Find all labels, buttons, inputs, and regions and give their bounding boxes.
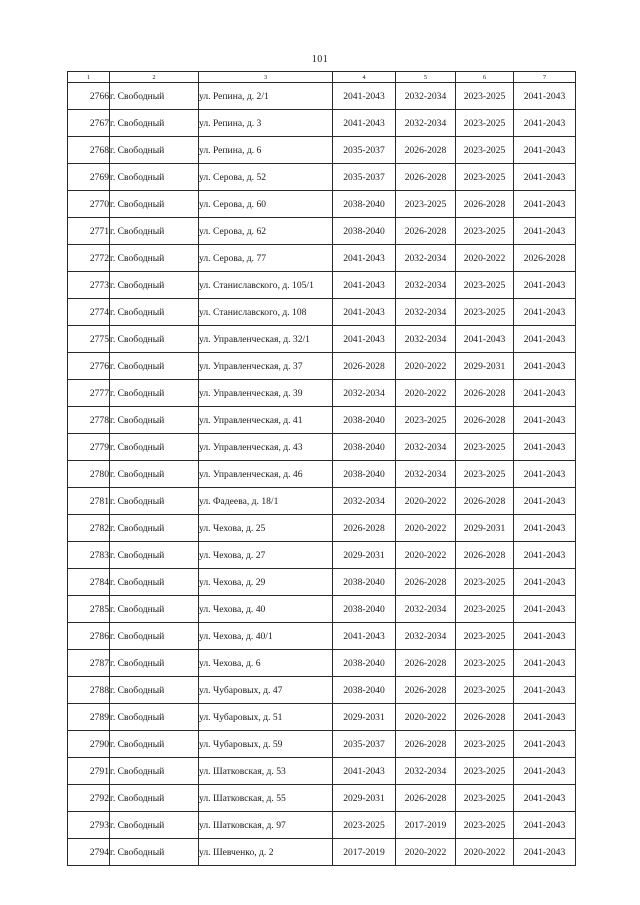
settlement-cell: г. Свободный (110, 812, 199, 839)
period-col6-cell: 2023-2025 (456, 434, 514, 461)
period-col4-cell: 2032-2034 (333, 380, 396, 407)
settlement-cell: г. Свободный (110, 218, 199, 245)
settlement-cell: г. Свободный (110, 434, 199, 461)
settlement-cell: г. Свободный (110, 515, 199, 542)
row-number-cell: 2781 (68, 488, 110, 515)
settlement-cell: г. Свободный (110, 110, 199, 137)
settlement-cell: г. Свободный (110, 704, 199, 731)
table-row (68, 299, 576, 326)
period-col6-cell: 2023-2025 (456, 137, 514, 164)
table-row (68, 731, 576, 758)
address-cell: ул. Серова, д. 52 (199, 164, 333, 191)
period-col5-cell: 2020-2022 (396, 380, 456, 407)
row-number-cell: 2791 (68, 758, 110, 785)
row-number-cell: 2778 (68, 407, 110, 434)
period-col6-cell: 2026-2028 (456, 191, 514, 218)
period-col5-cell: 2026-2028 (396, 677, 456, 704)
address-cell: ул. Серова, д. 62 (199, 218, 333, 245)
row-number-cell: 2784 (68, 569, 110, 596)
row-number-cell: 2776 (68, 353, 110, 380)
settlement-cell: г. Свободный (110, 380, 199, 407)
table-row (68, 272, 576, 299)
table-row (68, 839, 576, 866)
period-col6-cell: 2023-2025 (456, 596, 514, 623)
address-cell: ул. Шатковская, д. 97 (199, 812, 333, 839)
period-col4-cell: 2026-2028 (333, 353, 396, 380)
row-number-cell: 2783 (68, 542, 110, 569)
settlement-cell: г. Свободный (110, 839, 199, 866)
row-number-cell: 2779 (68, 434, 110, 461)
settlement-cell: г. Свободный (110, 353, 199, 380)
period-col6-cell: 2023-2025 (456, 785, 514, 812)
column-number: 7 (514, 72, 576, 83)
period-col4-cell: 2041-2043 (333, 326, 396, 353)
address-cell: ул. Чубаровых, д. 47 (199, 677, 333, 704)
housing-register-table (67, 71, 576, 866)
settlement-cell: г. Свободный (110, 191, 199, 218)
address-cell: ул. Управленческая, д. 39 (199, 380, 333, 407)
table-row (68, 569, 576, 596)
address-cell: ул. Чубаровых, д. 59 (199, 731, 333, 758)
period-col7-cell: 2041-2043 (514, 164, 576, 191)
period-col6-cell: 2026-2028 (456, 407, 514, 434)
period-col7-cell: 2041-2043 (514, 731, 576, 758)
row-number-cell: 2771 (68, 218, 110, 245)
period-col7-cell: 2041-2043 (514, 542, 576, 569)
settlement-cell: г. Свободный (110, 299, 199, 326)
row-number-cell: 2789 (68, 704, 110, 731)
settlement-cell: г. Свободный (110, 623, 199, 650)
row-number-cell: 2788 (68, 677, 110, 704)
period-col7-cell: 2041-2043 (514, 380, 576, 407)
table-row (68, 677, 576, 704)
period-col5-cell: 2032-2034 (396, 623, 456, 650)
table-row (68, 812, 576, 839)
table-row (68, 110, 576, 137)
period-col5-cell: 2032-2034 (396, 110, 456, 137)
period-col6-cell: 2026-2028 (456, 488, 514, 515)
period-col4-cell: 2035-2037 (333, 137, 396, 164)
column-number: 5 (396, 72, 456, 83)
period-col7-cell: 2041-2043 (514, 83, 576, 110)
period-col6-cell: 2023-2025 (456, 731, 514, 758)
row-number-cell: 2775 (68, 326, 110, 353)
period-col4-cell: 2035-2037 (333, 164, 396, 191)
row-number-cell: 2793 (68, 812, 110, 839)
period-col5-cell: 2026-2028 (396, 137, 456, 164)
period-col5-cell: 2032-2034 (396, 461, 456, 488)
period-col5-cell: 2026-2028 (396, 218, 456, 245)
row-number-cell: 2773 (68, 272, 110, 299)
period-col7-cell: 2041-2043 (514, 677, 576, 704)
settlement-cell: г. Свободный (110, 758, 199, 785)
address-cell: ул. Чехова, д. 6 (199, 650, 333, 677)
address-cell: ул. Станиславского, д. 105/1 (199, 272, 333, 299)
column-number: 4 (333, 72, 396, 83)
period-col5-cell: 2032-2034 (396, 758, 456, 785)
period-col4-cell: 2041-2043 (333, 245, 396, 272)
table-row (68, 623, 576, 650)
table-row (68, 758, 576, 785)
column-number: 3 (199, 72, 333, 83)
period-col4-cell: 2041-2043 (333, 110, 396, 137)
period-col7-cell: 2041-2043 (514, 488, 576, 515)
settlement-cell: г. Свободный (110, 407, 199, 434)
period-col7-cell: 2041-2043 (514, 704, 576, 731)
row-number-cell: 2780 (68, 461, 110, 488)
row-number-cell: 2792 (68, 785, 110, 812)
table-row (68, 461, 576, 488)
settlement-cell: г. Свободный (110, 137, 199, 164)
address-cell: ул. Репина, д. 6 (199, 137, 333, 164)
table-row (68, 650, 576, 677)
table-row (68, 326, 576, 353)
address-cell: ул. Чехова, д. 40 (199, 596, 333, 623)
period-col4-cell: 2038-2040 (333, 650, 396, 677)
column-number: 1 (68, 72, 110, 83)
address-cell: ул. Шатковская, д. 53 (199, 758, 333, 785)
row-number-cell: 2794 (68, 839, 110, 866)
address-cell: ул. Серова, д. 60 (199, 191, 333, 218)
address-cell: ул. Управленческая, д. 43 (199, 434, 333, 461)
settlement-cell: г. Свободный (110, 677, 199, 704)
table-row (68, 191, 576, 218)
period-col7-cell: 2041-2043 (514, 515, 576, 542)
period-col5-cell: 2023-2025 (396, 407, 456, 434)
period-col5-cell: 2032-2034 (396, 326, 456, 353)
address-cell: ул. Управленческая, д. 32/1 (199, 326, 333, 353)
period-col6-cell: 2023-2025 (456, 758, 514, 785)
period-col6-cell: 2023-2025 (456, 110, 514, 137)
row-number-cell: 2769 (68, 164, 110, 191)
period-col6-cell: 2023-2025 (456, 623, 514, 650)
period-col5-cell: 2026-2028 (396, 650, 456, 677)
row-number-cell: 2786 (68, 623, 110, 650)
settlement-cell: г. Свободный (110, 164, 199, 191)
period-col5-cell: 2032-2034 (396, 83, 456, 110)
period-col4-cell: 2026-2028 (333, 515, 396, 542)
address-cell: ул. Управленческая, д. 46 (199, 461, 333, 488)
row-number-cell: 2782 (68, 515, 110, 542)
settlement-cell: г. Свободный (110, 596, 199, 623)
period-col4-cell: 2041-2043 (333, 299, 396, 326)
period-col7-cell: 2041-2043 (514, 596, 576, 623)
period-col4-cell: 2038-2040 (333, 218, 396, 245)
period-col4-cell: 2032-2034 (333, 488, 396, 515)
period-col5-cell: 2032-2034 (396, 272, 456, 299)
period-col6-cell: 2023-2025 (456, 299, 514, 326)
table-row (68, 542, 576, 569)
table-row (68, 434, 576, 461)
address-cell: ул. Чехова, д. 27 (199, 542, 333, 569)
period-col7-cell: 2041-2043 (514, 191, 576, 218)
settlement-cell: г. Свободный (110, 650, 199, 677)
address-cell: ул. Фадеева, д. 18/1 (199, 488, 333, 515)
settlement-cell: г. Свободный (110, 731, 199, 758)
period-col5-cell: 2020-2022 (396, 839, 456, 866)
period-col6-cell: 2023-2025 (456, 83, 514, 110)
table-row (68, 785, 576, 812)
period-col7-cell: 2026-2028 (514, 245, 576, 272)
row-number-cell: 2770 (68, 191, 110, 218)
period-col4-cell: 2041-2043 (333, 272, 396, 299)
period-col6-cell: 2041-2043 (456, 326, 514, 353)
period-col6-cell: 2023-2025 (456, 677, 514, 704)
period-col5-cell: 2032-2034 (396, 596, 456, 623)
row-number-cell: 2785 (68, 596, 110, 623)
period-col6-cell: 2023-2025 (456, 218, 514, 245)
period-col4-cell: 2038-2040 (333, 191, 396, 218)
table-row (68, 218, 576, 245)
period-col6-cell: 2029-2031 (456, 515, 514, 542)
row-number-cell: 2790 (68, 731, 110, 758)
period-col5-cell: 2017-2019 (396, 812, 456, 839)
period-col6-cell: 2023-2025 (456, 164, 514, 191)
table-row (68, 515, 576, 542)
period-col5-cell: 2020-2022 (396, 704, 456, 731)
row-number-cell: 2787 (68, 650, 110, 677)
address-cell: ул. Чубаровых, д. 51 (199, 704, 333, 731)
period-col6-cell: 2023-2025 (456, 569, 514, 596)
period-col4-cell: 2041-2043 (333, 758, 396, 785)
table-row (68, 83, 576, 110)
period-col5-cell: 2026-2028 (396, 785, 456, 812)
period-col7-cell: 2041-2043 (514, 218, 576, 245)
period-col7-cell: 2041-2043 (514, 839, 576, 866)
address-cell: ул. Шатковская, д. 55 (199, 785, 333, 812)
column-number: 2 (110, 72, 199, 83)
settlement-cell: г. Свободный (110, 488, 199, 515)
address-cell: ул. Репина, д. 2/1 (199, 83, 333, 110)
period-col5-cell: 2023-2025 (396, 191, 456, 218)
period-col7-cell: 2041-2043 (514, 407, 576, 434)
column-number: 6 (456, 72, 514, 83)
period-col4-cell: 2038-2040 (333, 596, 396, 623)
period-col5-cell: 2032-2034 (396, 245, 456, 272)
period-col4-cell: 2029-2031 (333, 704, 396, 731)
address-cell: ул. Репина, д. 3 (199, 110, 333, 137)
table-row (68, 245, 576, 272)
period-col7-cell: 2041-2043 (514, 623, 576, 650)
table-row (68, 407, 576, 434)
period-col7-cell: 2041-2043 (514, 137, 576, 164)
period-col6-cell: 2026-2028 (456, 542, 514, 569)
settlement-cell: г. Свободный (110, 245, 199, 272)
address-cell: ул. Серова, д. 77 (199, 245, 333, 272)
settlement-cell: г. Свободный (110, 785, 199, 812)
settlement-cell: г. Свободный (110, 569, 199, 596)
period-col7-cell: 2041-2043 (514, 785, 576, 812)
period-col5-cell: 2020-2022 (396, 542, 456, 569)
period-col4-cell: 2038-2040 (333, 434, 396, 461)
period-col6-cell: 2023-2025 (456, 812, 514, 839)
table-row (68, 704, 576, 731)
period-col7-cell: 2041-2043 (514, 758, 576, 785)
settlement-cell: г. Свободный (110, 272, 199, 299)
period-col7-cell: 2041-2043 (514, 299, 576, 326)
address-cell: ул. Управленческая, д. 41 (199, 407, 333, 434)
address-cell: ул. Чехова, д. 29 (199, 569, 333, 596)
period-col7-cell: 2041-2043 (514, 353, 576, 380)
period-col5-cell: 2032-2034 (396, 434, 456, 461)
settlement-cell: г. Свободный (110, 83, 199, 110)
period-col4-cell: 2038-2040 (333, 677, 396, 704)
period-col6-cell: 2023-2025 (456, 272, 514, 299)
table-row (68, 137, 576, 164)
period-col7-cell: 2041-2043 (514, 434, 576, 461)
settlement-cell: г. Свободный (110, 461, 199, 488)
table-row (68, 488, 576, 515)
period-col7-cell: 2041-2043 (514, 461, 576, 488)
period-col6-cell: 2026-2028 (456, 704, 514, 731)
period-col6-cell: 2023-2025 (456, 461, 514, 488)
row-number-cell: 2774 (68, 299, 110, 326)
period-col4-cell: 2023-2025 (333, 812, 396, 839)
period-col4-cell: 2041-2043 (333, 623, 396, 650)
address-cell: ул. Управленческая, д. 37 (199, 353, 333, 380)
table-row (68, 596, 576, 623)
address-cell: ул. Чехова, д. 40/1 (199, 623, 333, 650)
period-col5-cell: 2026-2028 (396, 569, 456, 596)
period-col7-cell: 2041-2043 (514, 272, 576, 299)
period-col6-cell: 2023-2025 (456, 650, 514, 677)
period-col4-cell: 2029-2031 (333, 542, 396, 569)
period-col7-cell: 2041-2043 (514, 569, 576, 596)
period-col4-cell: 2038-2040 (333, 407, 396, 434)
row-number-cell: 2767 (68, 110, 110, 137)
period-col5-cell: 2032-2034 (396, 299, 456, 326)
address-cell: ул. Станиславского, д. 108 (199, 299, 333, 326)
table-row (68, 353, 576, 380)
address-cell: ул. Чехова, д. 25 (199, 515, 333, 542)
row-number-cell: 2777 (68, 380, 110, 407)
period-col7-cell: 2041-2043 (514, 326, 576, 353)
address-cell: ул. Шевченко, д. 2 (199, 839, 333, 866)
period-col5-cell: 2020-2022 (396, 515, 456, 542)
table-row (68, 380, 576, 407)
period-col6-cell: 2020-2022 (456, 839, 514, 866)
period-col4-cell: 2038-2040 (333, 569, 396, 596)
settlement-cell: г. Свободный (110, 326, 199, 353)
period-col4-cell: 2035-2037 (333, 731, 396, 758)
period-col6-cell: 2020-2022 (456, 245, 514, 272)
period-col5-cell: 2026-2028 (396, 731, 456, 758)
page-number: 101 (311, 54, 329, 65)
row-number-cell: 2766 (68, 83, 110, 110)
period-col5-cell: 2020-2022 (396, 488, 456, 515)
period-col4-cell: 2029-2031 (333, 785, 396, 812)
period-col5-cell: 2026-2028 (396, 164, 456, 191)
period-col4-cell: 2041-2043 (333, 83, 396, 110)
period-col6-cell: 2026-2028 (456, 380, 514, 407)
table-row (68, 164, 576, 191)
period-col4-cell: 2038-2040 (333, 461, 396, 488)
row-number-cell: 2768 (68, 137, 110, 164)
period-col5-cell: 2020-2022 (396, 353, 456, 380)
column-number-row (68, 72, 576, 83)
period-col7-cell: 2041-2043 (514, 650, 576, 677)
settlement-cell: г. Свободный (110, 542, 199, 569)
period-col7-cell: 2041-2043 (514, 110, 576, 137)
row-number-cell: 2772 (68, 245, 110, 272)
period-col7-cell: 2041-2043 (514, 812, 576, 839)
period-col6-cell: 2029-2031 (456, 353, 514, 380)
period-col4-cell: 2017-2019 (333, 839, 396, 866)
